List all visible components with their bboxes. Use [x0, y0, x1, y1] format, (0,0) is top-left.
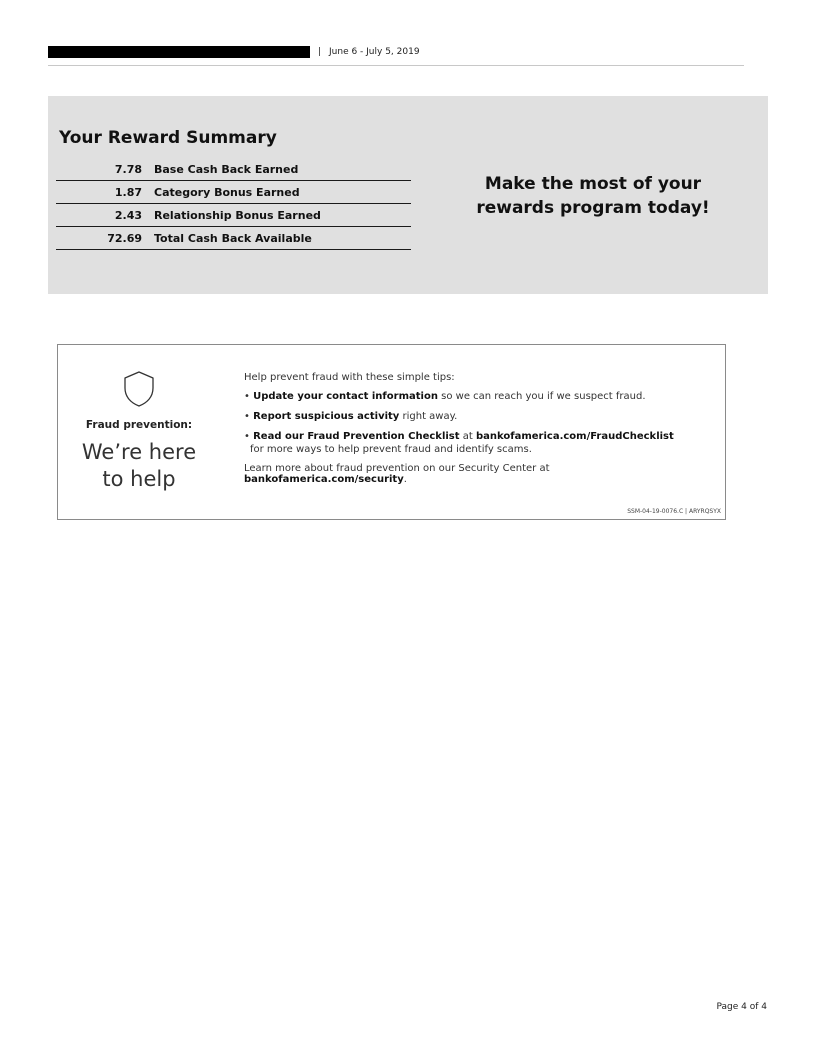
more-text: Learn more about fraud prevention on our Security Center at: [244, 463, 550, 474]
tip-text: at: [459, 431, 476, 442]
reward-amount: 2.43: [114, 208, 142, 222]
table-row: [56, 181, 411, 204]
tip-heading: Read our Fraud Prevention Checklist: [253, 431, 460, 442]
document-code: SSM-04-19-0076.C | ARYRQSYX: [627, 508, 721, 515]
redacted-name-bar: [48, 46, 310, 58]
fraud-tip: [244, 390, 714, 403]
shield-icon: [122, 370, 156, 408]
header-separator: |: [318, 47, 322, 57]
reward-summary-title: Your Reward Summary: [59, 128, 277, 148]
table-row: [56, 204, 411, 227]
security-center-link[interactable]: bankofamerica.com/security: [244, 474, 404, 485]
bullet: •: [244, 391, 250, 402]
fraud-tips: [244, 372, 714, 485]
tagline-line: to help: [102, 467, 176, 491]
fraud-tip: [244, 430, 714, 456]
reward-summary-panel: [48, 96, 768, 294]
more-end: .: [403, 474, 407, 485]
bullet: •: [244, 411, 250, 422]
reward-amount: 7.78: [114, 162, 142, 176]
promo-line: rewards program today!: [476, 198, 710, 218]
reward-label: Relationship Bonus Earned: [154, 208, 321, 222]
fraud-more-info: [244, 463, 714, 485]
promo-line: Make the most of your: [484, 174, 702, 194]
reward-amount: 1.87: [114, 185, 142, 199]
fraud-intro: Help prevent fraud with these simple tips:: [244, 372, 455, 383]
reward-amount: 72.69: [107, 231, 142, 245]
bullet: •: [244, 431, 250, 442]
fraud-prevention-box: [57, 344, 726, 520]
reward-summary-table: [56, 158, 411, 250]
fraud-checklist-link[interactable]: bankofamerica.com/FraudChecklist: [475, 431, 674, 442]
tagline-line: We’re here: [81, 440, 197, 464]
reward-label: Category Bonus Earned: [154, 185, 300, 199]
fraud-prevention-label: Fraud prevention:: [85, 419, 193, 431]
tip-text: so we can reach you if we suspect fraud.: [437, 391, 646, 402]
rewards-promo: [468, 172, 718, 220]
fraud-tip: [244, 410, 714, 423]
statement-period: June 6 - July 5, 2019: [329, 47, 420, 57]
table-row: [56, 227, 411, 250]
reward-label: Total Cash Back Available: [154, 231, 312, 245]
tip-heading: Update your contact information: [253, 391, 438, 402]
tip-continuation: for more ways to help prevent fraud and identify scams.: [250, 444, 532, 455]
tip-heading: Report suspicious activity: [253, 411, 400, 422]
header-divider: [48, 65, 744, 66]
tip-text: right away.: [399, 411, 458, 422]
table-row: [56, 158, 411, 181]
page-number: Page 4 of 4: [716, 1002, 767, 1012]
reward-label: Base Cash Back Earned: [154, 162, 299, 176]
fraud-tagline: [58, 439, 220, 493]
